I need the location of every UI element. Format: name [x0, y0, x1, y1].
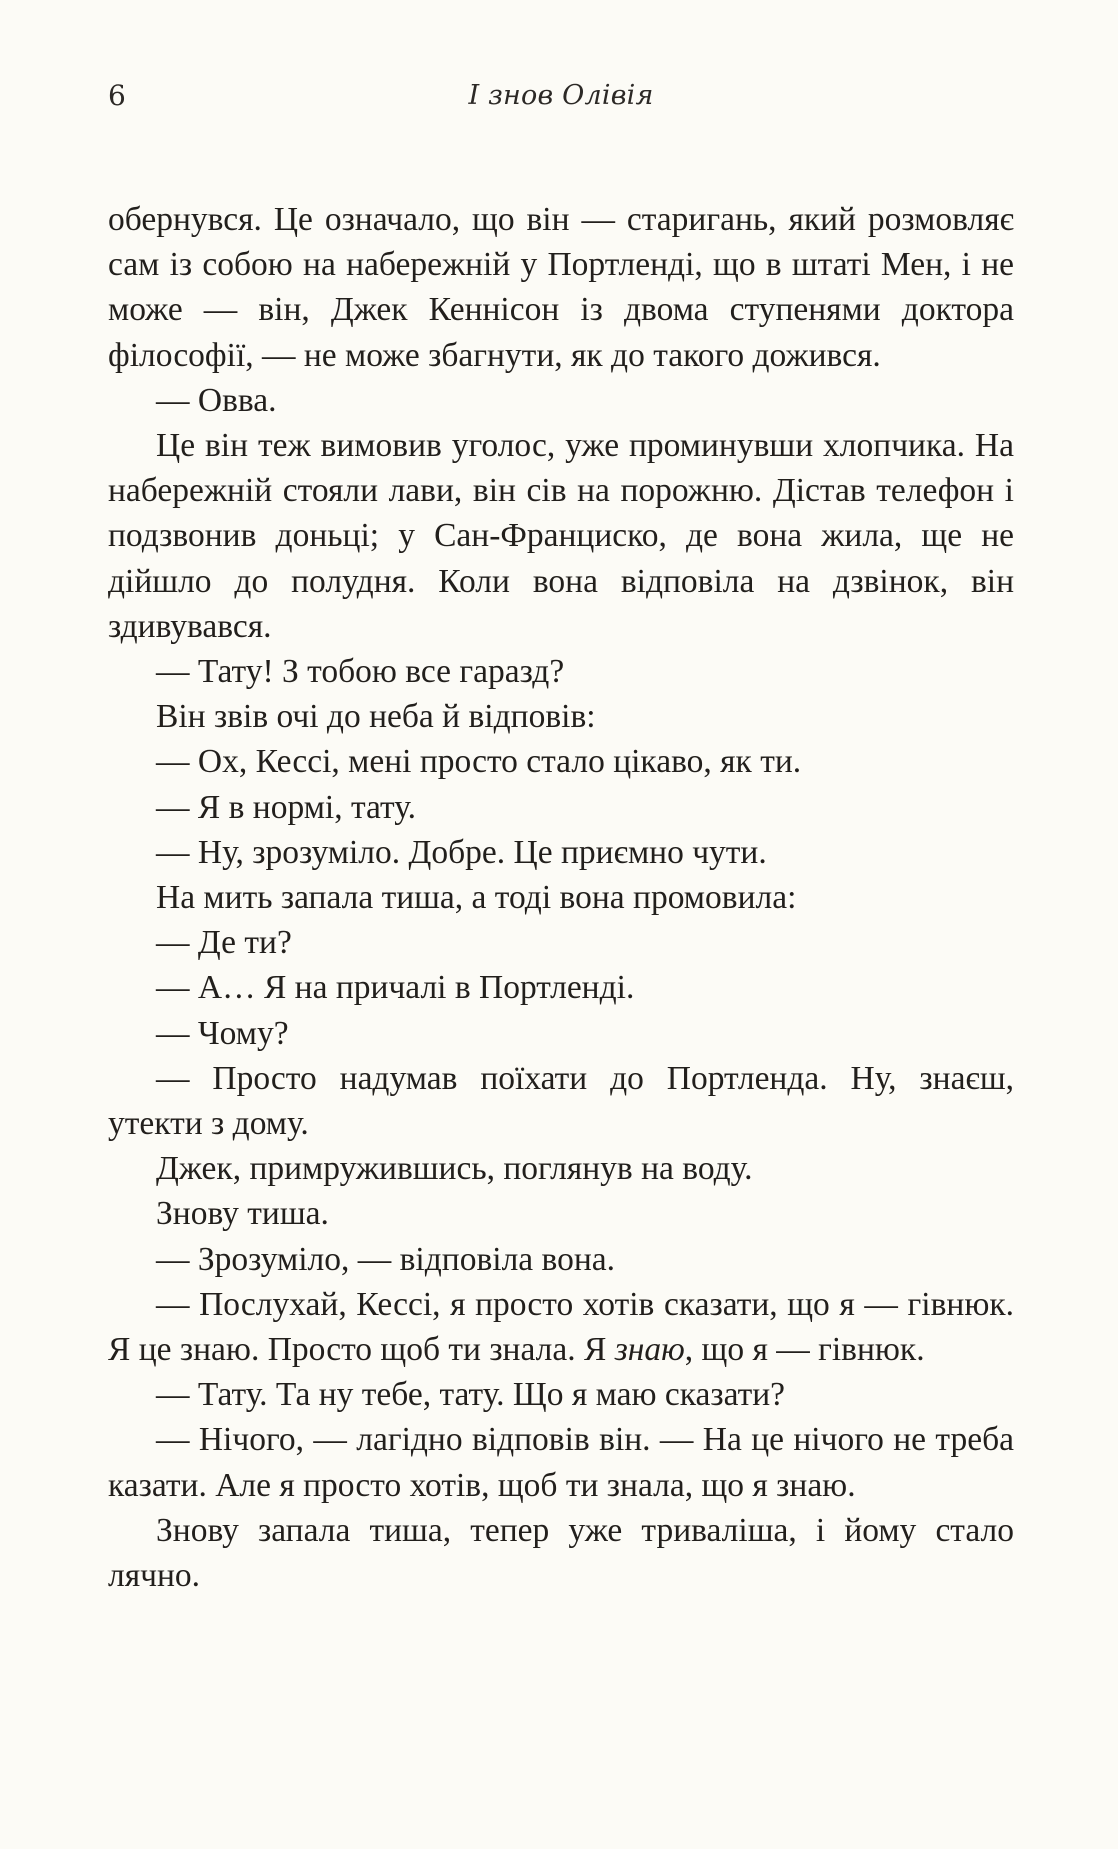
paragraph: — Овва.: [156, 381, 277, 419]
paragraph: — Тату! З тобою все гаразд?: [156, 653, 565, 691]
paragraph: — Просто надумав поїхати до Портленда. Ну, знаєш, утекти з дому.: [108, 1059, 1014, 1143]
emphasized-word: знаю: [614, 1331, 685, 1369]
paragraph: — Де ти?: [156, 924, 292, 962]
paragraph-text-after-emphasis: , що я — гівнюк.: [684, 1331, 925, 1369]
paragraph: обернувся. Це означало, що він — старигань, який розмовляє сам із собою на набережній у Портленді, що в штаті Мен, і не може — він, Джек Кеннісон із двома ступенями доктора філософії, — не може збагнути, як до такого дожився.: [108, 201, 1014, 374]
paragraph: Знову запала тиша, тепер уже триваліша, і йому стало лячно.: [108, 1511, 1014, 1595]
paragraph: — Чому?: [156, 1014, 289, 1052]
paragraph: Він звів очі до неба й відповів:: [156, 698, 596, 736]
paragraph: — Я в нормі, тату.: [156, 788, 416, 826]
paragraph: — А… Я на причалі в Портленді.: [156, 969, 635, 1007]
paragraph: Знову тиша.: [156, 1195, 329, 1233]
body-text: [108, 197, 1014, 1598]
page-number: 6: [108, 79, 126, 112]
paragraph: Джек, примружившись, поглянув на воду.: [156, 1150, 753, 1188]
paragraph: — Ну, зрозуміло. Добре. Це приємно чути.: [156, 833, 767, 871]
paragraph: — Ох, Кессі, мені просто стало цікаво, як ти.: [156, 743, 802, 781]
paragraph-with-emphasis: [108, 1282, 1014, 1372]
running-head: [108, 72, 1014, 120]
paragraph: — Тату. Та ну тебе, тату. Що я маю сказати?: [156, 1376, 786, 1414]
paragraph-text-before-emphasis: — Послухай, Кессі, я просто хотів сказати, що я — гівнюк. Я це знаю. Просто щоб ти знала. Я: [108, 1285, 1014, 1369]
paragraph: Це він теж вимовив уголос, уже проминувши хлопчика. На набережній стояли лави, він сів на порожню. Дістав телефон і подзвонив доньці; у Сан-Франциско, де вона жила, ще не дійшло до полудня. Коли вона відповіла на дзвінок, він здивувався.: [108, 427, 1014, 645]
paragraph: — Нічого, — лагідно відповів він. — На це нічого не треба казати. Але я просто хотів, щоб ти знала, що я знаю.: [108, 1421, 1014, 1504]
paragraph: — Зрозуміло, — відповіла вона.: [156, 1240, 616, 1278]
book-title: І знов Олівія: [468, 80, 654, 111]
paragraph: На мить запала тиша, а тоді вона промовила:: [156, 879, 797, 917]
